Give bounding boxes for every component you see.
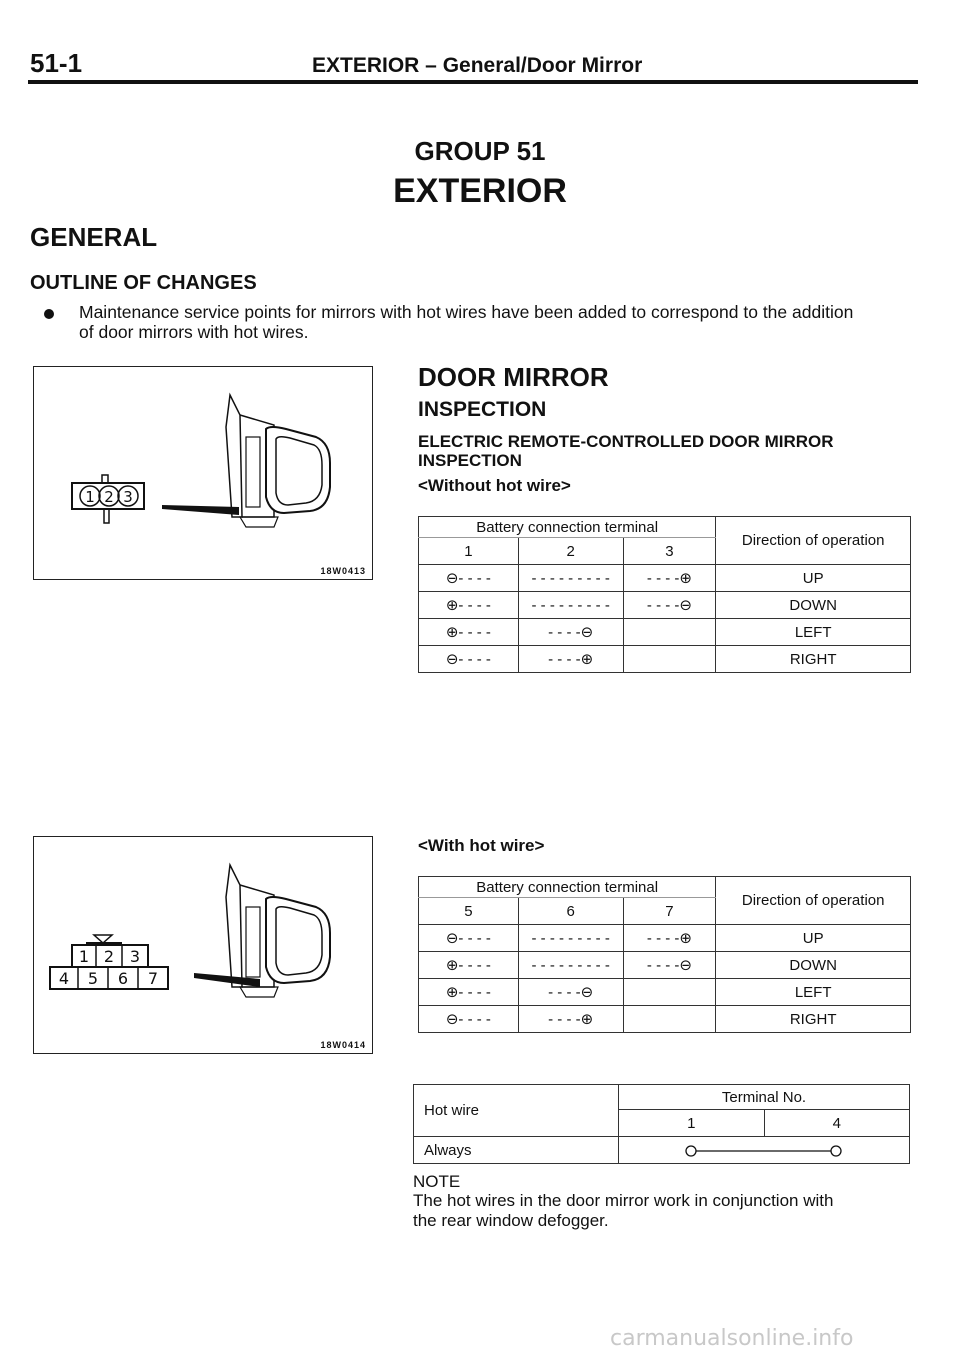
direction-cell: DOWN <box>716 592 911 619</box>
note-heading: NOTE <box>413 1172 461 1191</box>
connector-pin-label: 2 <box>104 488 114 506</box>
battery-terminal-header: Battery connection terminal <box>419 877 716 898</box>
terminal-header: 3 <box>623 538 716 565</box>
table-with-hot-wire <box>418 876 911 1033</box>
note-line-1: The hot wires in the door mirror work in conjunction with <box>413 1191 834 1210</box>
page-header-title: EXTERIOR – General/Door Mirror <box>312 54 643 77</box>
terminal-header: 2 <box>518 538 623 565</box>
connector-pin-label: 2 <box>103 947 115 966</box>
bullet-dot-icon <box>44 309 54 319</box>
table-cell: - - - - - - - - - <box>518 952 623 979</box>
with-hot-wire-caption: <With hot wire> <box>418 836 545 855</box>
direction-header: Direction of operation <box>716 877 911 925</box>
terminal-no-header: Terminal No. <box>619 1085 910 1110</box>
table-cell: - - - -⊕ <box>518 646 623 673</box>
connector-pin-label: 6 <box>117 969 129 988</box>
table-cell <box>623 619 716 646</box>
table-row <box>419 979 911 1006</box>
terminal-header: 1 <box>419 538 519 565</box>
outline-heading: OUTLINE OF CHANGES <box>30 272 257 294</box>
connector-pin-label: 4 <box>58 969 70 988</box>
watermark: carmanualsonline.info <box>610 1326 854 1351</box>
general-heading: GENERAL <box>30 222 158 252</box>
terminal-header: 7 <box>623 898 716 925</box>
table-row <box>419 1006 911 1033</box>
figure-door-mirror-connector-1 <box>33 366 373 580</box>
header-rule <box>28 80 918 84</box>
table-cell: - - - -⊖ <box>518 979 623 1006</box>
direction-cell: RIGHT <box>716 1006 911 1033</box>
table-row <box>419 592 911 619</box>
table-hot-wire-terminals <box>413 1084 910 1164</box>
table-row <box>419 925 911 952</box>
table-row <box>419 565 911 592</box>
battery-terminal-header: Battery connection terminal <box>419 517 716 538</box>
table-cell: - - - -⊖ <box>623 592 716 619</box>
door-mirror-heading: DOOR MIRROR <box>418 362 609 392</box>
direction-header: Direction of operation <box>716 517 911 565</box>
connector-pin-label: 3 <box>129 947 141 966</box>
terminal-header: 6 <box>518 898 623 925</box>
table-cell: ⊕- - - - <box>419 979 519 1006</box>
table-cell: - - - - - - - - - <box>518 925 623 952</box>
table-row <box>419 619 911 646</box>
inspection-heading: INSPECTION <box>418 398 547 421</box>
direction-cell: LEFT <box>716 619 911 646</box>
table-cell: - - - -⊕ <box>623 925 716 952</box>
terminal-header: 4 <box>764 1110 910 1137</box>
table-row <box>414 1137 910 1164</box>
group-name: EXTERIOR <box>393 172 567 210</box>
bullet-line-2: of door mirrors with hot wires. <box>79 322 309 342</box>
table-cell: ⊖- - - - <box>419 646 519 673</box>
direction-cell: UP <box>716 565 911 592</box>
connector-pin-label: 7 <box>147 969 159 988</box>
terminal-header: 5 <box>419 898 519 925</box>
note-line-2: the rear window defogger. <box>413 1211 609 1230</box>
electric-mirror-heading-line-2: INSPECTION <box>418 451 522 470</box>
section-number: 51-1 <box>30 48 83 78</box>
direction-cell: DOWN <box>716 952 911 979</box>
table-cell: - - - - - - - - - <box>518 592 623 619</box>
table-cell: ⊖- - - - <box>419 925 519 952</box>
table-cell: - - - -⊖ <box>623 952 716 979</box>
electric-mirror-heading-line-1: ELECTRIC REMOTE-CONTROLLED DOOR MIRROR <box>418 432 834 451</box>
direction-cell: UP <box>716 925 911 952</box>
group-label: GROUP 51 <box>414 136 546 166</box>
table-cell <box>623 979 716 1006</box>
continuity-line-icon <box>619 1137 909 1163</box>
direction-cell: RIGHT <box>716 646 911 673</box>
direction-cell: LEFT <box>716 979 911 1006</box>
table-cell <box>623 646 716 673</box>
hot-wire-header: Hot wire <box>414 1085 619 1137</box>
electric-mirror-heading <box>418 432 918 470</box>
bullet-line-1: Maintenance service points for mirrors with hot wires have been added to correspond to the addition <box>79 302 854 322</box>
table-cell: ⊖- - - - <box>419 1006 519 1033</box>
table-cell: ⊕- - - - <box>419 952 519 979</box>
table-row <box>419 646 911 673</box>
figure-code-1: 18W0413 <box>320 566 366 576</box>
connector-pin-label: 3 <box>123 488 133 506</box>
door-mirror-illustration-2 <box>34 837 372 1053</box>
door-mirror-illustration-1 <box>34 367 372 579</box>
terminal-header: 1 <box>619 1110 765 1137</box>
always-label: Always <box>414 1137 619 1164</box>
connector-pin-label: 1 <box>78 947 90 966</box>
note-text <box>413 1191 913 1231</box>
table-cell <box>623 1006 716 1033</box>
table-row <box>419 952 911 979</box>
continuity-indicator <box>619 1137 910 1164</box>
table-cell: ⊖- - - - <box>419 565 519 592</box>
bullet-text <box>79 302 919 342</box>
connector-pin-label: 1 <box>85 488 95 506</box>
table-cell: - - - -⊕ <box>623 565 716 592</box>
table-without-hot-wire <box>418 516 911 673</box>
figure-code-2: 18W0414 <box>320 1040 366 1050</box>
table-cell: - - - - - - - - - <box>518 565 623 592</box>
table-cell: ⊕- - - - <box>419 592 519 619</box>
table-cell: ⊕- - - - <box>419 619 519 646</box>
connector-pin-label: 5 <box>87 969 99 988</box>
without-hot-wire-caption: <Without hot wire> <box>418 476 571 495</box>
table-cell: - - - -⊖ <box>518 619 623 646</box>
table-cell: - - - -⊕ <box>518 1006 623 1033</box>
figure-door-mirror-connector-2 <box>33 836 373 1054</box>
